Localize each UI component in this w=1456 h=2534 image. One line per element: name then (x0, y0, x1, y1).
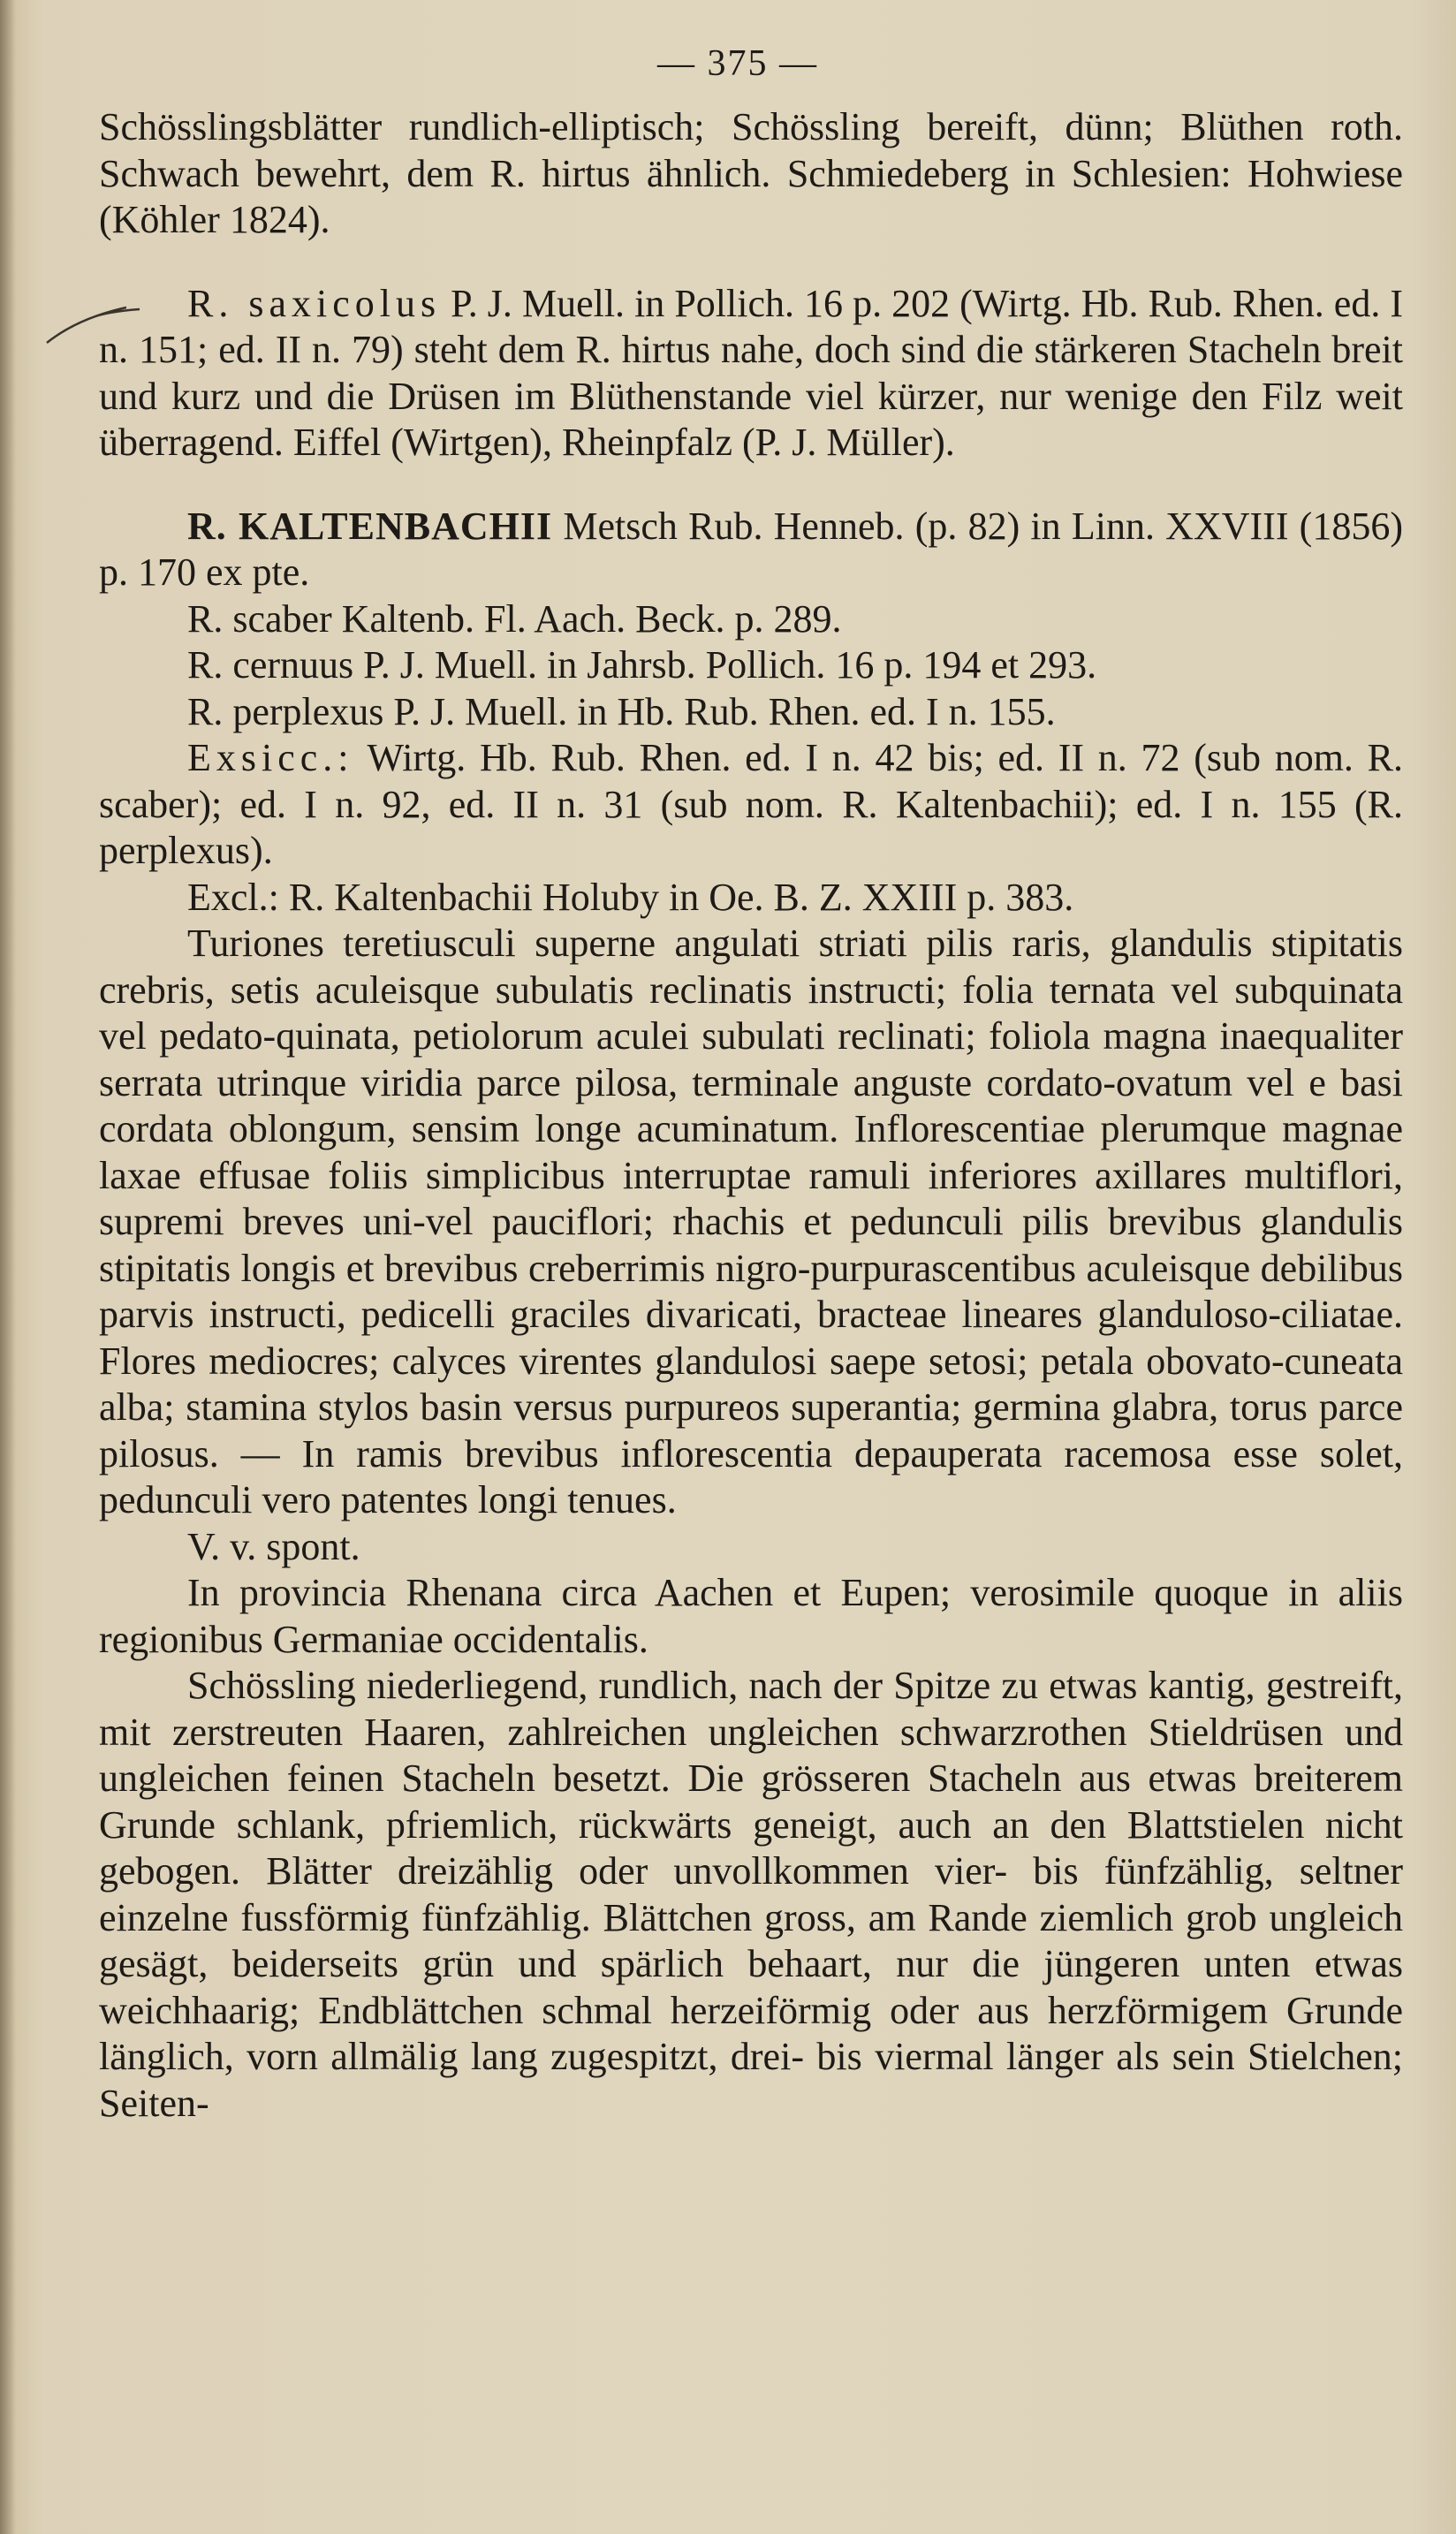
synonym-cernuus: R. cernuus P. J. Muell. in Jahrsb. Pollich. 16 p. 194 et 293. (187, 643, 1097, 687)
latin-description: Turiones teretiusculi superne angulati striati pilis raris, glandulis stipitatis crebris, setis aculeisque subulatis reclinatis instructi; folia ternata vel subquinata vel pedato-quinata, petiolorum aculei subulati reclinati; foliola magna inaequaliter serrata utrinque viridia parce pilosa, terminale anguste cordato-ovatum vel e basi cordata oblongum, sensim longe acuminatum. Inflorescentiae plerumque magnae laxae effusae foliis simplicibus interruptae ramuli inferiores axillares multiflori, supremi breves uni-vel pauciflori; rhachis et pedunculi pilis brevibus glandulis stipitatis longis et brevibus creberrimis nigro-purpurascentibus aculeisque debilibus parvis instructi, pedicelli graciles divaricati, bracteae lineares glanduloso-ciliatae. Flores mediocres; calyces virentes glandulosi saepe setosi; petala obovato-cuneata alba; stamina stylos basin versus purpureos superantia; germina glabra, torus parce pilosus. — In ramis brevibus inflorescentia depauperata racemosa esse solet, pedunculi vero patentes longi tenues. (99, 922, 1403, 1521)
synonym-perplexus: R. perplexus P. J. Muell. in Hb. Rub. Rhen. ed. I n. 155. (187, 689, 1056, 733)
exsiccata (99, 735, 1403, 875)
saxicolus-text: P. J. Muell. in Pollich. 16 p. 202 (Wirtg. Hb. Rub. Rhen. ed. I n. 151; ed. II n. 79) steht dem R. hirtus nahe, doch sind die stärkeren Stacheln breit und kurz und die Drüsen im Blüthenstande viel kürzer, nur wenige den Filz weit überragend. Eiffel (Wirtgen), Rheinpfalz (P. J. Müller). (99, 281, 1403, 464)
page-gutter-shadow (0, 0, 16, 2534)
distribution: In provincia Rhenana circa Aachen et Eupen; verosimile quoque in aliis regionibus Germaniae occidentalis. (99, 1571, 1403, 1661)
paragraph-1: Schösslingsblätter rundlich-elliptisch; Schössling bereift, dünn; Blüthen roth. Schwach bewehrt, dem R. hirtus ähnlich. Schmiedeberg in Schlesien: Hohwiese (Köhler 1824). (99, 105, 1403, 241)
exclusion: Excl.: R. Kaltenbachii Holuby in Oe. B. Z. XXIII p. 383. (187, 875, 1074, 919)
paragraph-saxicolus (99, 281, 1403, 467)
kaltenbachii-text: Metsch Rub. Henneb. (p. 82) in Linn. XXVIII (1856) p. 170 ex pte. (99, 504, 1403, 594)
exsiccata-label: Exsicc.: (187, 736, 354, 779)
german-description: Schössling niederliegend, rundlich, nach der Spitze zu etwas kantig, gestreift, mit zerstreuten Haaren, zahlreichen ungleichen schwarzrothen Stieldrüsen und ungleichen feinen Stacheln besetzt. Die grösseren Stacheln aus etwas breiterem Grunde schlank, pfriemlich, rückwärts geneigt, auch an den Blattstielen nicht gebogen. Blätter dreizählig oder unvollkommen vier- bis fünfzählig, seltner einzelne fussförmig fünfzählig. Blättchen gross, am Rande ziemlich grob ungleich gesägt, beiderseits grün und spärlich behaart, nur die jüngeren unten etwas weichhaarig; Endblättchen schmal herzeiförmig oder aus herzförmigem Grunde länglich, vorn allmälig lang zugespitzt, drei- bis viermal länger als sein Stielchen; Seiten- (99, 1664, 1403, 2125)
exsiccata-text: Wirtg. Hb. Rub. Rhen. ed. I n. 42 bis; ed. II n. 72 (sub nom. R. scaber); ed. I n. 92, ed. II n. 31 (sub nom. R. Kaltenbachii); ed. I n. 155 (R. perplexus). (99, 736, 1403, 872)
page-number: — 375 — (657, 43, 818, 84)
page-body (99, 104, 1403, 2127)
species-name-saxicolus: R. saxicolus (187, 281, 442, 325)
synonym-scaber: R. scaber Kaltenb. Fl. Aach. Beck. p. 289. (187, 596, 842, 641)
vidi-vivam: V. v. spont. (187, 1524, 360, 1568)
paragraph-kaltenbachii (99, 504, 1403, 596)
pencil-mark-icon (42, 299, 148, 352)
species-name-kaltenbachii: R. KALTENBACHII (187, 504, 553, 548)
